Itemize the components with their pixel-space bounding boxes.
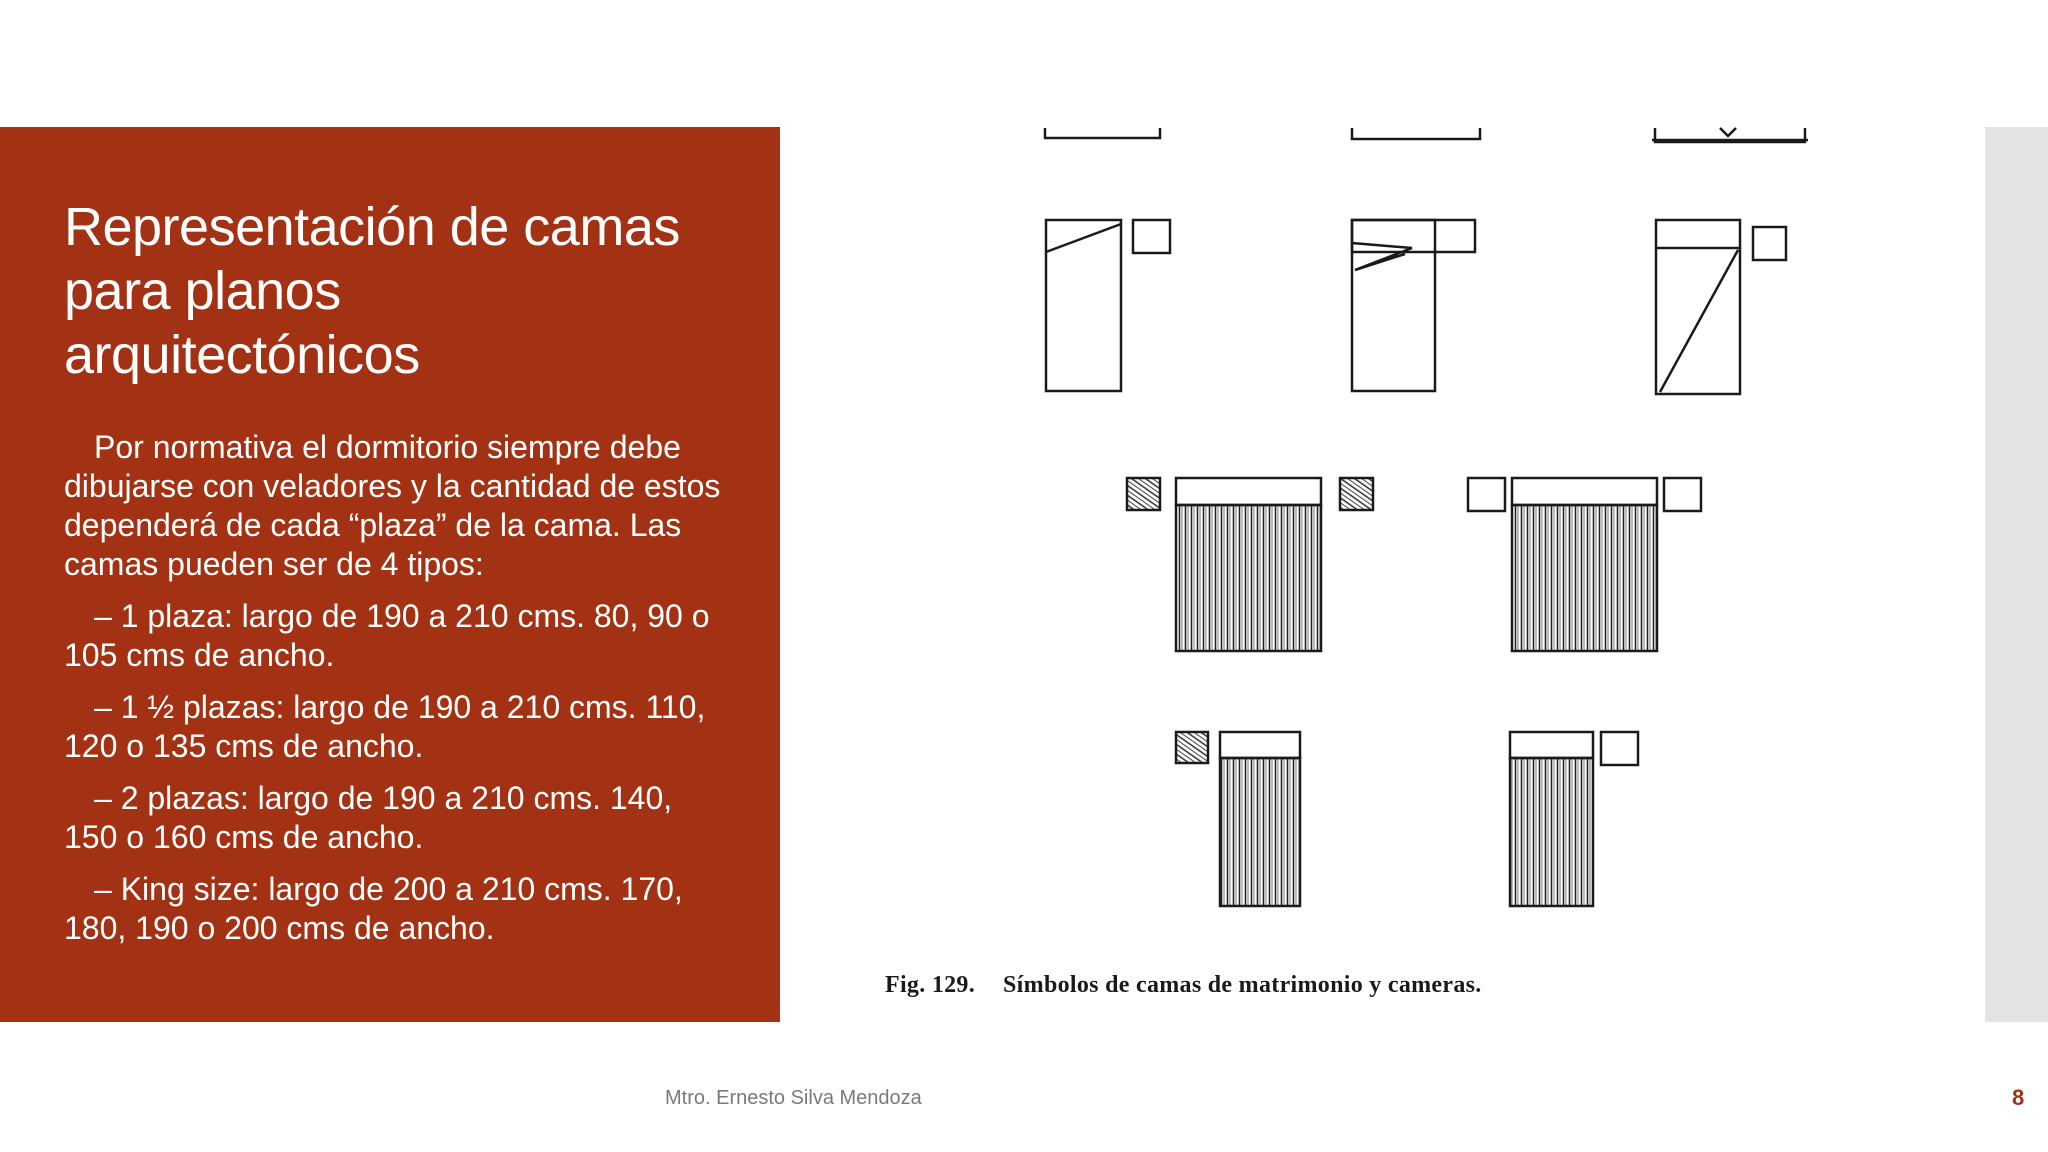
cropped-bed-fragment bbox=[1045, 128, 1160, 138]
double-bed-symbol-1 bbox=[1127, 478, 1373, 651]
single-bed-symbol-3 bbox=[1656, 220, 1786, 394]
slide-title bbox=[64, 195, 744, 387]
side-strip bbox=[1985, 127, 2048, 1022]
bed-type-item: – 2 plazas: largo de 190 a 210 cms. 140, 150 o 160 cms de ancho. bbox=[64, 780, 673, 855]
intro-paragraph: Por normativa el dormitorio siempre debe dibujarse con veladores y la cantidad de estos dependerá de cada “plaza” de la cama. Las camas pueden ser de 4 tipos: bbox=[64, 429, 721, 582]
slide-title-line-2: para planos bbox=[64, 261, 341, 321]
figure-caption bbox=[885, 972, 1482, 999]
single-bed-symbol-5 bbox=[1510, 732, 1638, 906]
bed-type-item: – 1 plaza: largo de 190 a 210 cms. 80, 90 o 105 cms de ancho. bbox=[64, 598, 710, 673]
bed-type-item: – 1 ½ plazas: largo de 190 a 210 cms. 110, 120 o 135 cms de ancho. bbox=[64, 689, 706, 764]
double-bed-symbol-2 bbox=[1468, 478, 1701, 651]
figure-number: Fig. 129. bbox=[885, 972, 976, 998]
figure-caption-text: Símbolos de camas de matrimonio y cameras. bbox=[1003, 972, 1482, 998]
cropped-bed-fragment bbox=[1352, 128, 1480, 139]
single-bed-symbol-4 bbox=[1176, 732, 1300, 906]
footer-author: Mtro. Ernesto Silva Mendoza bbox=[665, 1087, 922, 1109]
single-bed-symbol-1 bbox=[1046, 220, 1170, 391]
page-number: 8 bbox=[2012, 1085, 2025, 1110]
single-bed-symbol-2 bbox=[1352, 220, 1475, 391]
slide-title-line-3: arquitectónicos bbox=[64, 325, 420, 385]
slide-body bbox=[64, 428, 724, 961]
bed-type-item: – King size: largo de 200 a 210 cms. 170, 180, 190 o 200 cms de ancho. bbox=[64, 871, 683, 946]
slide-title-line-1: Representación de camas bbox=[64, 197, 680, 257]
bed-symbols-figure bbox=[860, 120, 1940, 1020]
